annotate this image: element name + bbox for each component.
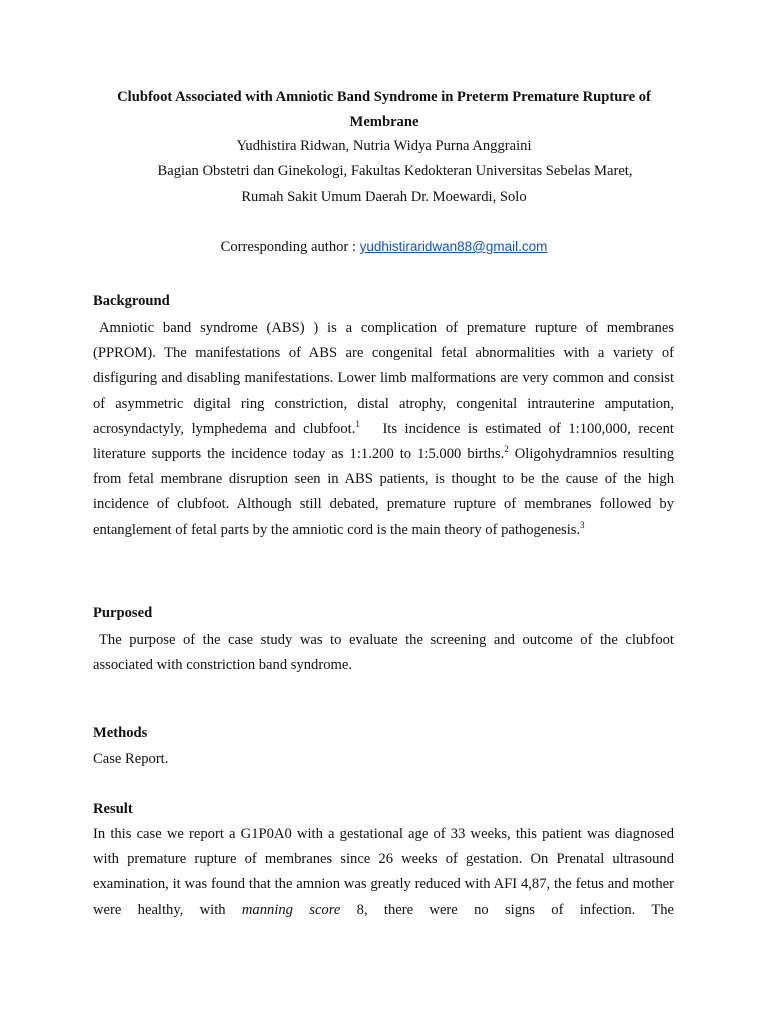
authors: Yudhistira Ridwan, Nutria Widya Purna Anggraini <box>236 138 532 154</box>
methods-heading: Methods <box>93 725 148 741</box>
corresponding-label: Corresponding author : <box>220 239 360 255</box>
result-text-1: In this case we report a G1P0A0 with a gestational age of 33 weeks, this patient was diagnosed with premature rupture of membranes since 26 weeks of gestation. On Prenatal ultrasound examination, it was found that the amnion was greatly reduced with AFI 4,87, the fetus and mother were healthy, with <box>93 826 674 918</box>
background-heading: Background <box>93 293 170 309</box>
corresponding-author <box>0 234 768 260</box>
reference-3: 3 <box>580 519 585 530</box>
background-paragraph <box>93 316 674 543</box>
result-heading: Result <box>93 801 133 817</box>
result-text-2: 8, there were no signs of infection. The <box>340 901 675 918</box>
paper-title-line-2: Membrane <box>349 114 419 130</box>
affiliation-line-1: Bagian Obstetri dan Ginekologi, Fakultas Kedokteran Universitas Sebelas Maret, <box>157 163 633 179</box>
reference-1: 1 <box>355 418 360 429</box>
manning-score-term: manning score <box>241 901 341 918</box>
background-text-2: Its incidence is estimated of 1:100,000, recent literature supports the incidence today as 1:1.200 to 1:5.000 births. <box>93 420 674 463</box>
methods-text: Case Report. <box>93 751 169 767</box>
background-text-3: Oligohydramnios resulting from fetal membrane disruption seen in ABS patients, is thought to be the cause of the high incidence of clubfoot. Although still debated, premature rupture of membranes followed by entanglement of fetal parts by the amniotic cord is the main theory of pathogenesis. <box>93 446 675 538</box>
background-text-1: Amniotic band syndrome (ABS) ) is a complication of premature rupture of membranes (PPROM). The manifestations of ABS are congenital fetal abnormalities with a variety of disfiguring and disabling manifestations. Lower limb malformations are very common and consist of asymmetric digital ring constriction, distal atrophy, congenital intrauterine amputation, acrosyndactyly, lymphedema and clubfoot. <box>93 320 674 437</box>
result-paragraph <box>93 822 674 923</box>
paper-title-line-1: Clubfoot Associated with Amniotic Band Syndrome in Preterm Premature Rupture of <box>117 89 651 105</box>
email-link[interactable]: yudhistiraridwan88@gmail.com <box>359 239 548 254</box>
purposed-paragraph: The purpose of the case study was to evaluate the screening and outcome of the clubfoot associated with constriction band syndrome. <box>93 632 674 674</box>
purposed-heading: Purposed <box>93 605 153 621</box>
reference-2: 2 <box>504 444 509 455</box>
affiliation-line-2: Rumah Sakit Umum Daerah Dr. Moewardi, Solo <box>241 189 527 205</box>
